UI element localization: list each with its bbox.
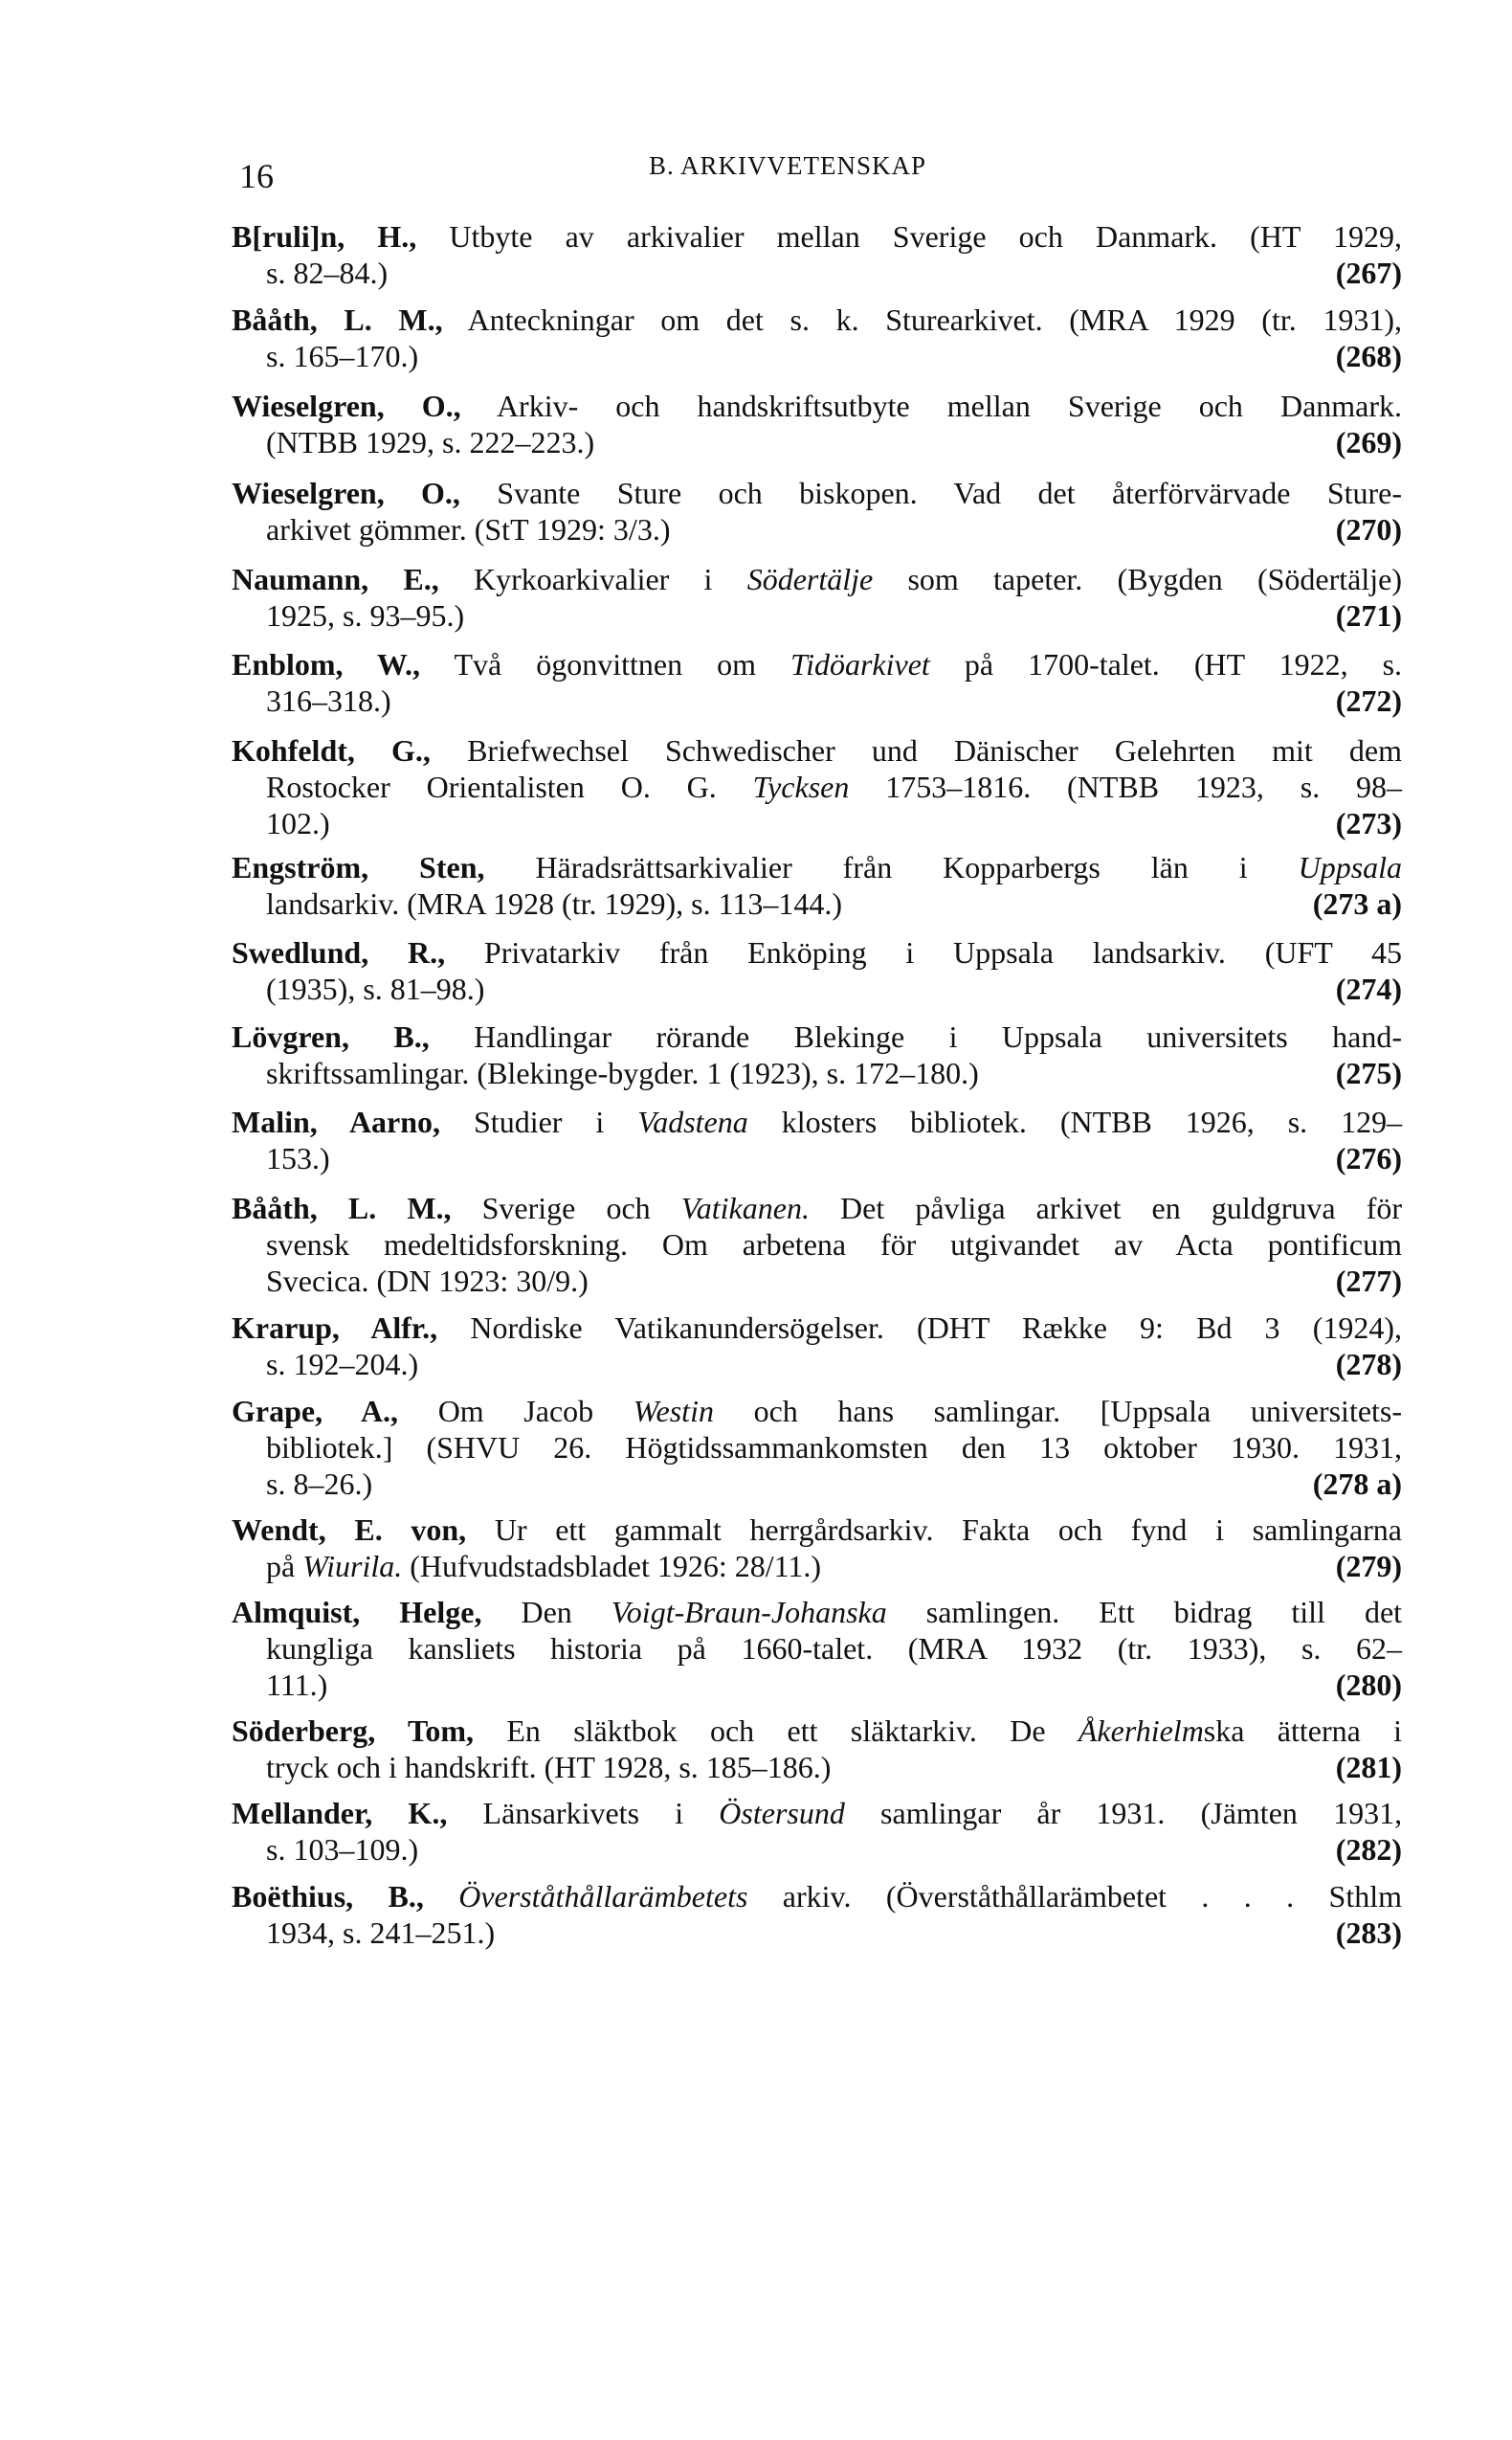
page-number: 16 bbox=[239, 157, 274, 195]
bibliography-entry: Malin, Aarno, Studier i Vadstena klosters bibliotek. (NTBB 1926, s. 129– 153.) (276) bbox=[232, 1105, 1403, 1175]
bibliography-entry: Wieselgren, O., Svante Sture och biskopen. Vad det återförvärvade Sture- arkivet gömmer. (StT 1929: 3/3.) (270) bbox=[232, 476, 1403, 547]
running-head: B. ARKIVVETENSKAP bbox=[649, 151, 927, 180]
bibliography-entry: Grape, A., Om Jacob Westin och hans samlingar. [Uppsala universitets- bibliotek.] (SHVU 26. Högtidssammankomsten den 13 oktober 1930. 1931, s. 8–26.) (278 a) bbox=[232, 1394, 1403, 1501]
bibliography-entry: Kohfeldt, G., Briefwechsel Schwedischer und Dänischer Gelehrten mit dem Rostocker Orientalisten O. G. Tycksen 1753–1816. (NTBB 1923, s. 98– 102.) (273) bbox=[232, 733, 1403, 840]
bibliography-entry: Engström, Sten, Häradsrättsarkivalier från Kopparbergs län i Uppsala landsarkiv. (MRA 1928 (tr. 1929), s. 113–144.) (273 a) bbox=[232, 850, 1403, 921]
bibliography-entry: Boëthius, B., Överståthållarämbetets arkiv. (Överståthållarämbetet . . . Sthlm 1934, s. 241–251.) (283) bbox=[232, 1879, 1402, 1950]
bibliography-entry: Swedlund, R., Privatarkiv från Enköping i Uppsala landsarkiv. (UFT 45 (1935), s. 81–98.) (274) bbox=[232, 935, 1403, 1006]
bibliography-entry: Lövgren, B., Handlingar rörande Blekinge i Uppsala universitets hand- skriftssamlingar. (Blekinge-bygder. 1 (1923), s. 172–180.) (275) bbox=[232, 1019, 1403, 1090]
bibliography-entry: Almquist, Helge, Den Voigt-Braun-Johanska samlingen. Ett bidrag till det kungliga kansliets historia på 1660-talet. (MRA 1932 (tr. 1933), s. 62– 111.) (280) bbox=[232, 1595, 1403, 1702]
bibliography-entry: Bååth, L. M., Anteckningar om det s. k. Sturearkivet. (MRA 1929 (tr. 1931), s. 165–170.) (268) bbox=[232, 302, 1403, 373]
bibliography-entry: Wendt, E. von, Ur ett gammalt herrgårdsarkiv. Fakta och fynd i samlingarna på Wiurila. (Hufvudstadsbladet 1926: 28/11.) (279) bbox=[232, 1512, 1403, 1583]
bibliography-entry: Enblom, W., Två ögonvittnen om Tidöarkivet på 1700-talet. (HT 1922, s. 316–318.) (272) bbox=[232, 647, 1403, 718]
bibliography-entry: Söderberg, Tom, En släktbok och ett släktarkiv. De Åkerhielmska ätterna i tryck och i handskrift. (HT 1928, s. 185–186.) (281) bbox=[232, 1713, 1403, 1784]
bibliography-entry: Naumann, E., Kyrkoarkivalier i Södertälje som tapeter. (Bygden (Södertälje) 1925, s. 93–95.) (271) bbox=[232, 562, 1403, 633]
bibliography-entry: Bååth, L. M., Sverige och Vatikanen. Det påvliga arkivet en guldgruva för svensk medeltidsforskning. Om arbetena för utgivandet av Acta pontificum Svecica. (DN 1923: 30/9.) (277) bbox=[232, 1191, 1403, 1298]
bibliography-entry: Wieselgren, O., Arkiv- och handskriftsutbyte mellan Sverige och Danmark. (NTBB 1929, s. 222–223.) (269) bbox=[232, 389, 1403, 459]
bibliography-entry: Mellander, K., Länsarkivets i Östersund samlingar år 1931. (Jämten 1931, s. 103–109.) (282) bbox=[232, 1796, 1403, 1867]
bibliography-entry: B[ruli]n, H., Utbyte av arkivalier mellan Sverige och Danmark. (HT 1929, s. 82–84.) (267) bbox=[232, 219, 1403, 290]
bibliography-entry: Krarup, Alfr., Nordiske Vatikanundersögelser. (DHT Række 9: Bd 3 (1924), s. 192–204.) (278) bbox=[232, 1310, 1403, 1381]
